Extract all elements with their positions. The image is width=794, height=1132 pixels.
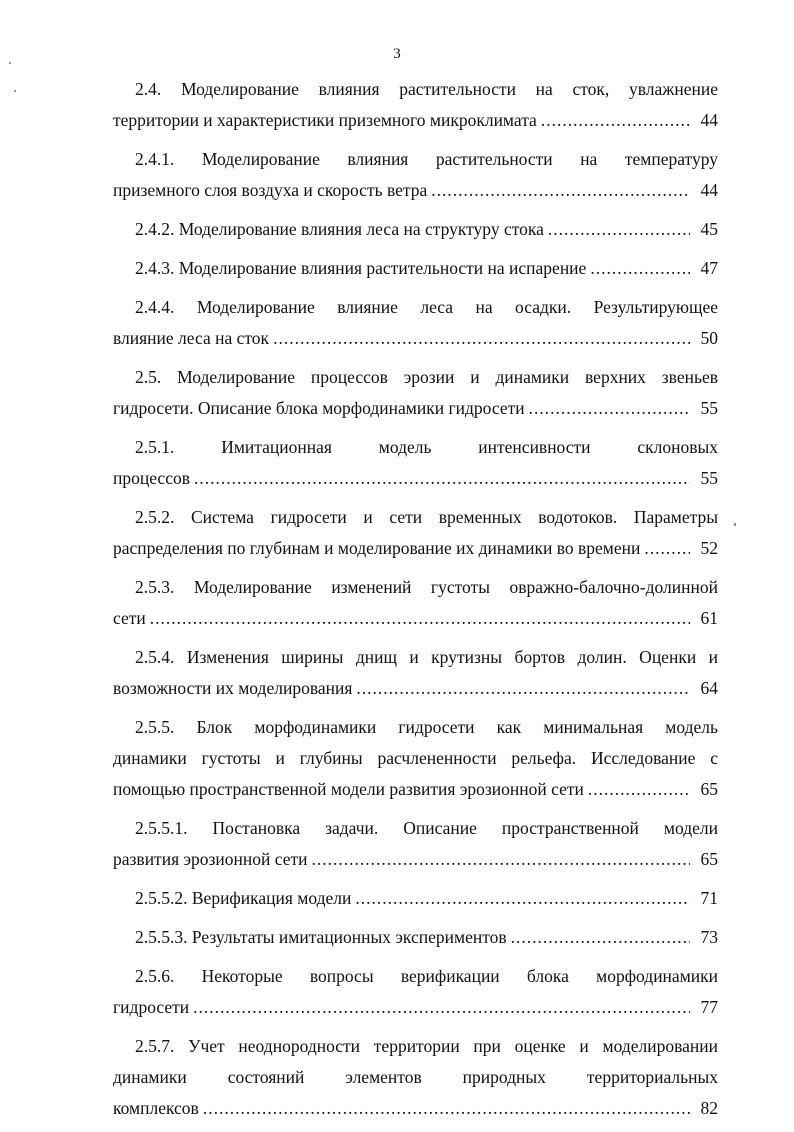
toc-entry-last-line [113, 992, 718, 1023]
toc-entry-last-line [113, 175, 718, 206]
toc-entry-last-line [113, 844, 718, 875]
toc-page-number: 73 [700, 927, 718, 947]
toc-entry-last-line [113, 1093, 718, 1124]
toc-entry-text: развития эрозионной сети [113, 849, 308, 869]
toc-entry [113, 1031, 718, 1124]
toc-page-number: 65 [700, 849, 718, 869]
toc-page-number: 82 [700, 1098, 718, 1118]
toc-entry [113, 922, 718, 953]
toc-page-number: 65 [700, 779, 718, 799]
toc-entry [113, 362, 718, 424]
toc-entry [113, 253, 718, 284]
toc-entry-text: 2.5.7. Учет неоднородности территории при оценке и моделировании [135, 1036, 718, 1056]
toc-entry-text: приземного слоя воздуха и скорость ветра [113, 180, 428, 200]
toc-entry-last-line [113, 105, 718, 136]
toc-page-number: 47 [700, 258, 718, 278]
toc-entry [113, 813, 718, 875]
toc-entry-last-line [113, 774, 718, 805]
toc-entry-text: 2.4.2. Моделирование влияния леса на структуру стока [135, 219, 544, 239]
toc-page-number: 77 [700, 997, 718, 1017]
toc-entry-last-line [113, 463, 718, 494]
dot-leader [355, 883, 690, 914]
scan-speck [734, 523, 736, 526]
toc-entry-text: помощью пространственной модели развития эрозионной сети [113, 779, 584, 799]
toc-entry-text: возможности их моделирования [113, 678, 353, 698]
toc-page-number: 44 [700, 180, 718, 200]
toc-page-number: 61 [700, 608, 718, 628]
toc-entry-text: 2.5.4. Изменения ширины днищ и крутизны бортов долин. Оценки и [135, 647, 718, 667]
toc-entry [113, 642, 718, 704]
toc-page-number: 55 [700, 398, 718, 418]
dot-leader [590, 253, 690, 284]
toc-entry-text: 2.5.6. Некоторые вопросы верификации блока морфодинамики [135, 966, 718, 986]
toc-entry [113, 144, 718, 206]
toc-entry [113, 432, 718, 494]
toc-page-number: 64 [700, 678, 718, 698]
toc-page-number: 45 [700, 219, 718, 239]
dot-leader [312, 844, 690, 875]
toc-entry-text: 2.5.1. Имитационная модель интенсивности склоновых [135, 437, 718, 457]
toc-entry-text: влияние леса на сток [113, 328, 270, 348]
toc-entry [113, 712, 718, 805]
toc-entry-text: 2.5.3. Моделирование изменений густоты овражно-балочно-долинной [135, 577, 718, 597]
toc-entry-text: комплексов [113, 1098, 199, 1118]
toc-page-number: 44 [700, 110, 718, 130]
toc-entry-text: 2.4. Моделирование влияния растительности на сток, увлажнение [135, 79, 718, 99]
toc-entry-last-line [113, 214, 718, 245]
toc-entry-text: распределения по глубинам и моделирование их динамики во времени [113, 538, 641, 558]
toc-entry [113, 214, 718, 245]
toc-entry-last-line [113, 922, 718, 953]
toc-entry-last-line [113, 323, 718, 354]
toc-page-number: 71 [700, 888, 718, 908]
scan-speck [14, 90, 16, 92]
toc-entry-last-line [113, 603, 718, 634]
scan-speck [9, 62, 11, 64]
toc-entry-last-line [113, 883, 718, 914]
dot-leader [588, 774, 690, 805]
dot-leader [548, 214, 690, 245]
toc-entry-text: 2.5.2. Система гидросети и сети временных водотоков. Параметры [135, 507, 718, 527]
toc-page-number: 55 [700, 468, 718, 488]
dot-leader [644, 533, 690, 564]
toc-entry-text: территории и характеристики приземного микроклимата [113, 110, 537, 130]
toc-entry [113, 292, 718, 354]
toc-entry [113, 883, 718, 914]
toc-entry-text: 2.4.4. Моделирование влияние леса на осадки. Результирующее [135, 297, 718, 317]
toc-entry-text: процессов [113, 468, 190, 488]
table-of-contents [113, 74, 718, 1132]
toc-entry-text: динамики густоты и глубины расчлененности рельефа. Исследование с [113, 748, 718, 768]
toc-entry-last-line [113, 673, 718, 704]
dot-leader [431, 175, 690, 206]
dot-leader [529, 393, 690, 424]
toc-entry-text: динамики состояний элементов природных территориальных [113, 1067, 718, 1087]
dot-leader [193, 992, 690, 1023]
toc-entry-text: 2.4.3. Моделирование влияния растительности на испарение [135, 258, 587, 278]
toc-entry-text: 2.5.5.3. Результаты имитационных экспериментов [135, 927, 507, 947]
dot-leader [541, 105, 690, 136]
toc-entry-text: 2.5.5. Блок морфодинамики гидросети как минимальная модель [135, 717, 718, 737]
toc-entry-last-line [113, 393, 718, 424]
dot-leader [273, 323, 690, 354]
dot-leader [356, 673, 690, 704]
toc-entry-text: гидросети [113, 997, 190, 1017]
toc-entry [113, 74, 718, 136]
toc-entry-last-line [113, 253, 718, 284]
toc-page-number: 50 [700, 328, 718, 348]
toc-entry-text: 2.4.1. Моделирование влияния растительности на температуру [135, 149, 718, 169]
toc-entry [113, 961, 718, 1023]
toc-entry-text: гидросети. Описание блока морфодинамики гидросети [113, 398, 525, 418]
toc-page-number: 52 [700, 538, 718, 558]
toc-entry-last-line [113, 533, 718, 564]
toc-entry [113, 502, 718, 564]
toc-entry-text: сети [113, 608, 146, 628]
dot-leader [511, 922, 690, 953]
toc-entry-text: 2.5. Моделирование процессов эрозии и динамики верхних звеньев [135, 367, 718, 387]
page-number: 3 [393, 46, 401, 62]
dot-leader [203, 1093, 690, 1124]
toc-entry-text: 2.5.5.1. Постановка задачи. Описание пространственной модели [135, 818, 718, 838]
toc-entry-text: 2.5.5.2. Верификация модели [135, 888, 352, 908]
dot-leader [194, 463, 690, 494]
toc-entry [113, 572, 718, 634]
dot-leader [150, 603, 690, 634]
